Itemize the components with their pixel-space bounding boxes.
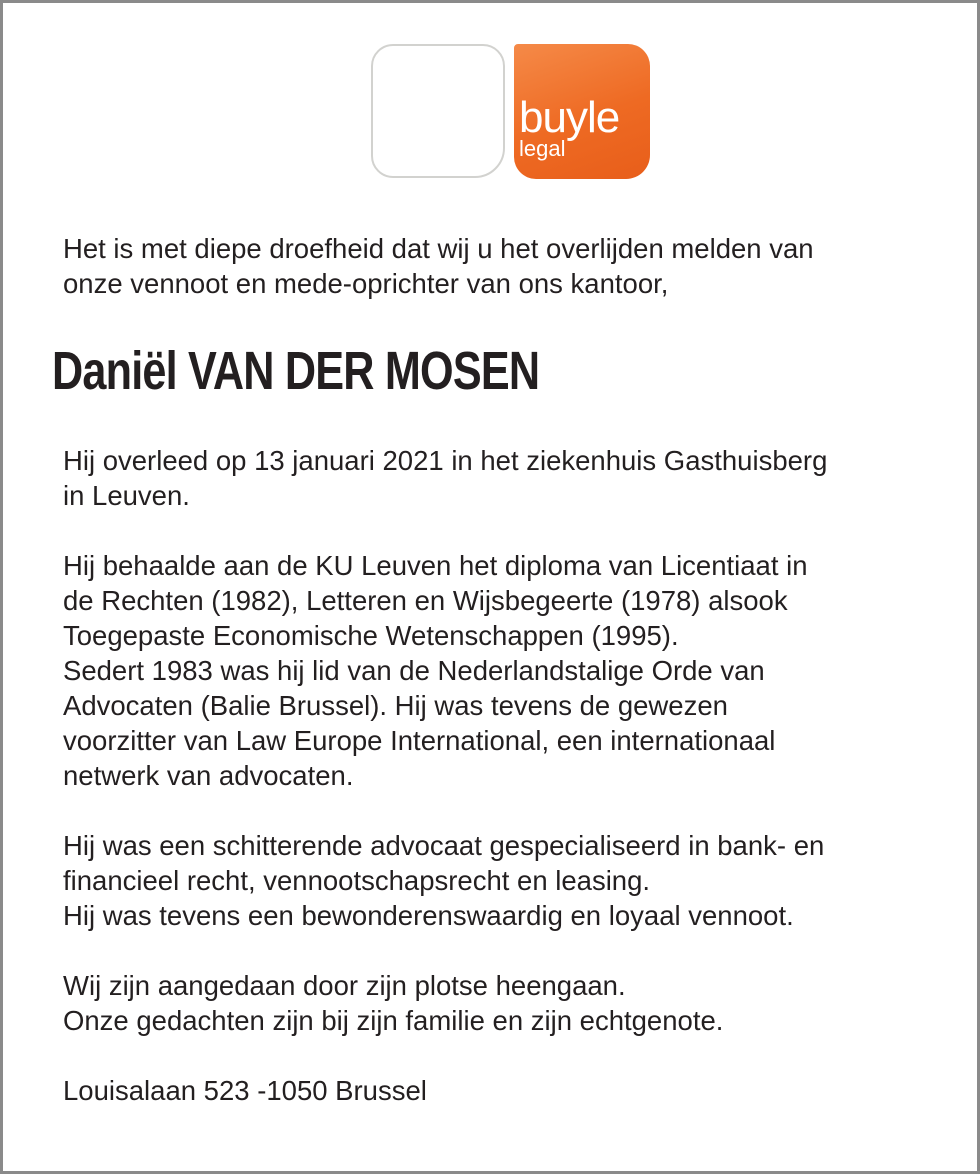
- intro-line: Het is met diepe droefheid dat wij u het overlijden melden van: [63, 233, 814, 264]
- paragraph-condolence: [63, 968, 943, 1038]
- text-line: de Rechten (1982), Letteren en Wijsbegeerte (1978) alsook: [63, 585, 788, 616]
- paragraph-career: [63, 548, 943, 793]
- intro-text: [63, 231, 943, 301]
- address-line: Louisalaan 523 -1050 Brussel: [63, 1075, 427, 1106]
- buyle-legal-logo: [371, 44, 651, 180]
- logo-brand-text: buyle: [519, 93, 620, 142]
- paragraph-tribute: [63, 828, 943, 933]
- text-line: Hij was tevens een bewonderenswaardig en loyaal vennoot.: [63, 900, 794, 931]
- text-line: in Leuven.: [63, 480, 190, 511]
- deceased-name: Daniël VAN DER MOSEN: [52, 341, 540, 401]
- text-line: voorzitter van Law Europe International, een internationaal: [63, 725, 776, 756]
- obituary-body: [63, 443, 943, 1108]
- text-line: Toegepaste Economische Wetenschappen (1995).: [63, 620, 679, 651]
- logo-sub-text: legal: [519, 136, 566, 161]
- text-line: Hij behaalde aan de KU Leuven het diploma van Licentiaat in: [63, 550, 808, 581]
- logo-outline-shape: [371, 44, 505, 178]
- text-line: Hij was een schitterende advocaat gespecialiseerd in bank- en: [63, 830, 825, 861]
- logo-orange-block: [514, 44, 650, 179]
- text-line: financieel recht, vennootschapsrecht en leasing.: [63, 865, 651, 896]
- text-line: Hij overleed op 13 januari 2021 in het ziekenhuis Gasthuisberg: [63, 445, 828, 476]
- text-line: Advocaten (Balie Brussel). Hij was tevens de gewezen: [63, 690, 728, 721]
- intro-line: onze vennoot en mede-oprichter van ons kantoor,: [63, 268, 669, 299]
- paragraph-death-details: [63, 443, 943, 513]
- text-line: Sedert 1983 was hij lid van de Nederlandstalige Orde van: [63, 655, 765, 686]
- text-line: Onze gedachten zijn bij zijn familie en zijn echtgenote.: [63, 1005, 724, 1036]
- text-line: Wij zijn aangedaan door zijn plotse heengaan.: [63, 970, 626, 1001]
- paragraph-address: [63, 1073, 943, 1108]
- text-line: netwerk van advocaten.: [63, 760, 354, 791]
